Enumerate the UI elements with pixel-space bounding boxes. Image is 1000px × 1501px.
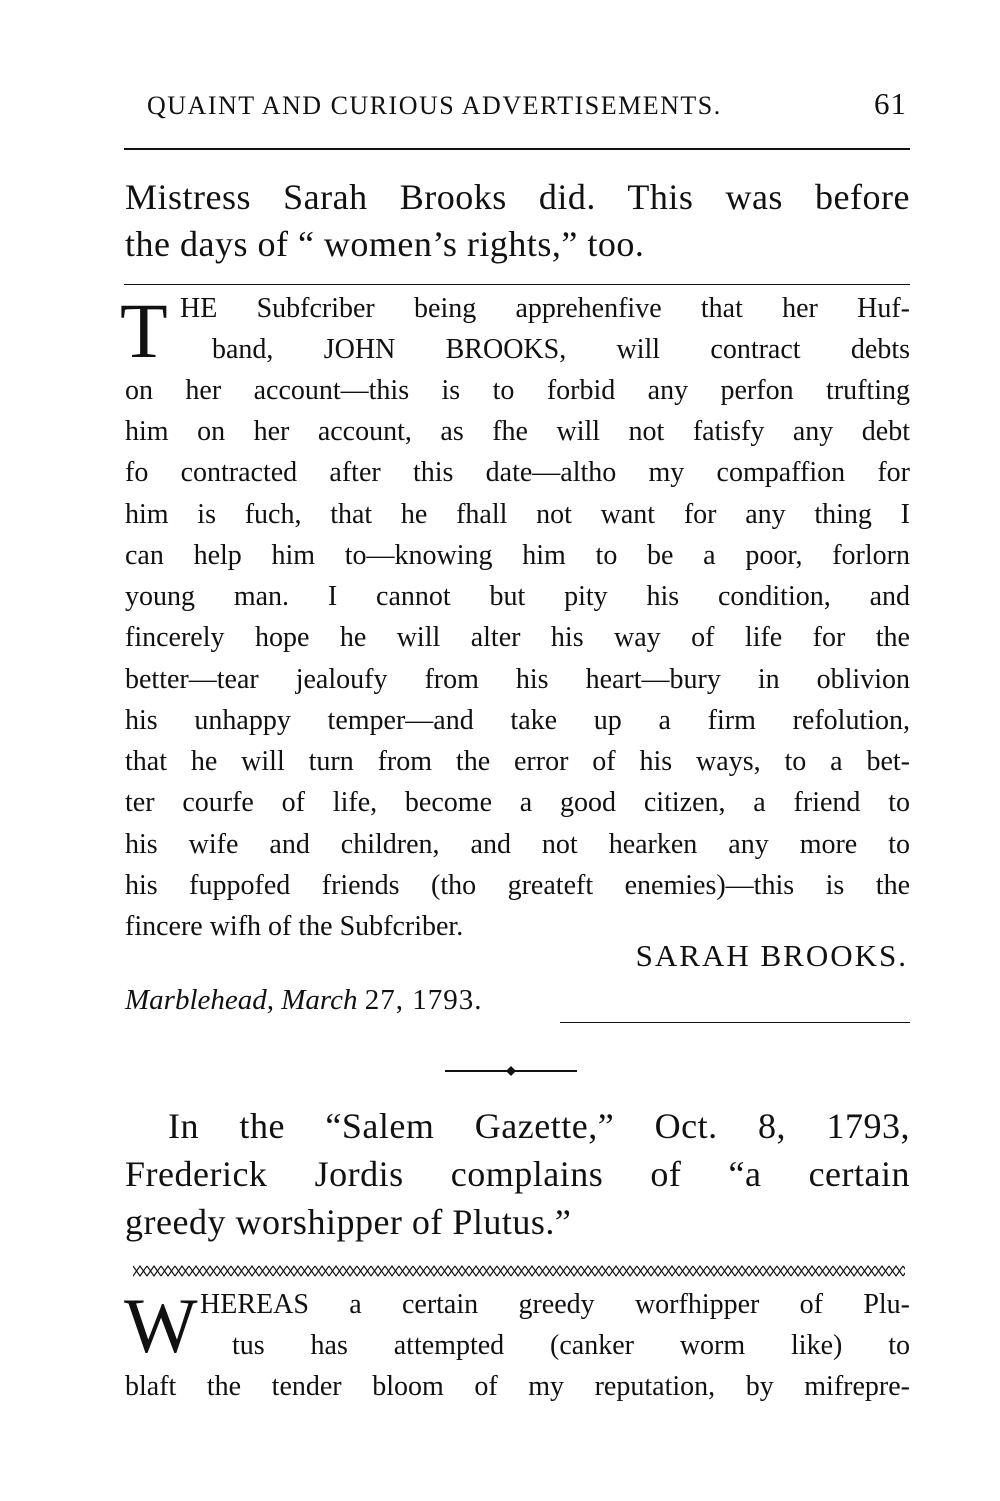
date-year: 27, 1793. xyxy=(364,984,483,1016)
drop-cap-w: W xyxy=(124,1282,198,1369)
ad-line: HEREAS a certain greedy worfhipper of Plu- xyxy=(200,1289,910,1320)
ad-line: his unhappy temper—and take up a firm refolution, xyxy=(125,705,910,736)
ad-line: fo contracted after this date—altho my compaffion for xyxy=(125,457,910,488)
ornament-divider xyxy=(445,1064,577,1078)
ad-bottom-rule xyxy=(560,1022,910,1023)
ad-line: on her account—this is to forbid any perfon trufting xyxy=(125,375,910,406)
intro-line: Mistress Sarah Brooks did. This was before xyxy=(125,177,910,217)
commentary-line: greedy worshipper of Plutus.” xyxy=(125,1202,572,1242)
page-number: 61 xyxy=(874,86,907,121)
place-date xyxy=(125,984,482,1017)
decorative-border xyxy=(133,1264,905,1278)
ad-line: him on her account, as fhe will not fatisfy any debt xyxy=(125,416,910,447)
commentary-line: Frederick Jordis complains of “a certain xyxy=(125,1154,910,1194)
ad-line: blaft the tender bloom of my reputation, by mifrepre- xyxy=(125,1371,910,1402)
header-rule xyxy=(124,148,910,150)
intro-line: the days of “ women’s rights,” too. xyxy=(125,224,645,264)
ad-line: him is fuch, that he fhall not want for any thing I xyxy=(125,499,910,530)
drop-cap-t: T xyxy=(120,287,168,374)
ad-line: better—tear jealoufy from his heart—bury in oblivion xyxy=(125,664,910,695)
ad-line: band, JOHN BROOKS, will contract debts xyxy=(212,334,910,365)
commentary-line: In the “Salem Gazette,” Oct. 8, 1793, xyxy=(168,1106,910,1146)
ad-line: his fuppofed friends (tho greateft enemies)—this is the xyxy=(125,870,910,901)
ad-line: fincere wifh of the Subfcriber. xyxy=(125,911,464,942)
place-text: Marblehead, March xyxy=(125,984,358,1016)
ad-line: can help him to—knowing him to be a poor, forlorn xyxy=(125,540,910,571)
signature: SARAH BROOKS. xyxy=(635,938,908,973)
running-header xyxy=(147,86,907,122)
ad-line: his wife and children, and not hearken any more to xyxy=(125,829,910,860)
running-title: QUAINT AND CURIOUS ADVERTISEMENTS. xyxy=(147,91,722,120)
ad-line: tus has attempted (canker worm like) to xyxy=(232,1330,910,1361)
ad-line: that he will turn from the error of his ways, to a bet- xyxy=(125,746,910,777)
ad-line: fincerely hope he will alter his way of life for the xyxy=(125,622,910,653)
ad-line: ter courfe of life, become a good citizen, a friend to xyxy=(125,787,910,818)
ad-line: young man. I cannot but pity his condition, and xyxy=(125,581,910,612)
ad-line: HE Subfcriber being apprehenfive that her Huf- xyxy=(180,293,910,324)
ad-top-rule xyxy=(124,284,910,285)
